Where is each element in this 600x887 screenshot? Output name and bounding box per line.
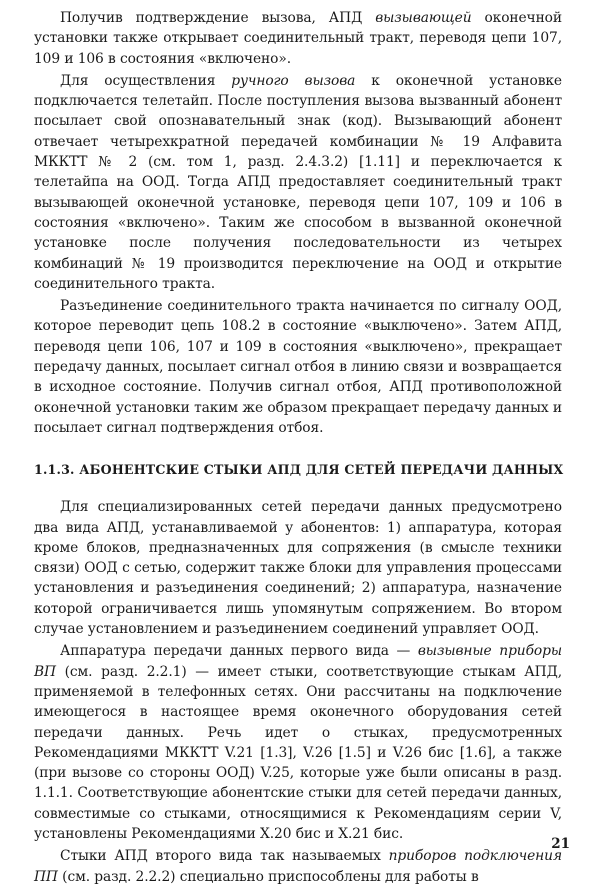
paragraph-first-kind [34, 641, 562, 844]
paragraph-second-kind [34, 846, 562, 887]
emphasis-connection-devices: приборов подключения ПП [34, 848, 562, 885]
text-run: (см. разд. 2.2.1) — имеет стыки, соответствующие стыкам АПД, применяемой в телефонных сетях. Они рассчитаны на подключение имеющегося в настоящее время оконечного оборудования сетей передачи данных. Речь идет о стыках, предусмотренных Рекомендациями МККТТ V.21 [1.3], V.26 [1.5] и V.26 бис [1.6], а также (при вызове со стороны ООД) V.25, которые уже были описаны в разд. 1.1.1. Соответствующие абонентские стыки для сетей передачи данных, совместимые со стыками, относящимися к Рекомендациям серии V, установлены Рекомендациями X.20 бис и X.21 бис. [34, 663, 562, 842]
emphasis-manual-call: ручного вызова [231, 72, 356, 89]
text-run: (см. разд. 2.2.2) специально приспособлены для работы в [57, 868, 479, 885]
page-number: 21 [551, 836, 570, 852]
section-heading: 1.1.3. АБОНЕНТСКИЕ СТЫКИ АПД ДЛЯ СЕТЕЙ ПЕРЕДАЧИ ДАННЫХ [34, 462, 564, 478]
text-run: Для осуществления [60, 72, 232, 89]
paragraph-call-confirmation [34, 8, 562, 69]
emphasis-calling: вызывающей [375, 10, 472, 26]
text-run: оконечной установки также открывает соединительный тракт, переводя цепи 107, 109 и 106 в состояния «включено». [34, 10, 562, 67]
text-run: Получив подтверждение вызова, АПД [60, 10, 376, 26]
document-page [34, 8, 562, 887]
paragraph-manual-call [34, 71, 562, 294]
paragraph-disconnection: Разъединение соединительного тракта начинается по сигналу ООД, которое переводит цепь 108.2 в состояние «выключено». Затем АПД, переводя цепи 106, 107 и 109 в состояния «выключено», прекращает передачу данных, посылает сигнал отбоя в линию связи и возвращается в исходное состояние. Получив сигнал отбоя, АПД противоположной оконечной установки таким же образом прекращает передачу данных и посылает сигнал подтверждения отбоя. [34, 298, 562, 436]
text-run: Аппаратура передачи данных первого вида — [60, 643, 418, 660]
paragraph-two-kinds: Для специализированных сетей передачи данных предусмотрено два вида АПД, устанавливаемой у абонентов: 1) аппаратура, которая кроме блоков, предназначенных для сопряжения (в смысле техники связи) ООД с сетью, содержит также блоки для управления процессами установления и разъединения соединений; 2) аппаратура, назначение которой ограничивается лишь упомянутым сопряжением. Во втором случае установлением и разъединением соединений управляет ООД. [34, 499, 562, 638]
text-run: к оконечной установке подключается телетайп. После поступления вызова вызванный абонент посылает свой опознавательный знак (код). Вызывающий абонент отвечает четырехкратной передачей комбинации № 19 Алфавита МККТТ № 2 (см. том 1, разд. 2.4.3.2) [1.11] и переключается к телетайпа на ООД. Тогда АПД предоставляет соединительный тракт вызывающей оконечной установке, переводя цепи 107, 109 и 106 в состояния «включено». Таким же способом в вызванной оконечной установке после получения последовательности из четырех комбинаций № 19 производится переключение на ООД и открытие соединительного тракта. [34, 72, 562, 292]
emphasis-call-devices: вызывные приборы ВП [34, 643, 562, 680]
text-run: Стыки АПД второго вида так называемых [60, 848, 389, 865]
